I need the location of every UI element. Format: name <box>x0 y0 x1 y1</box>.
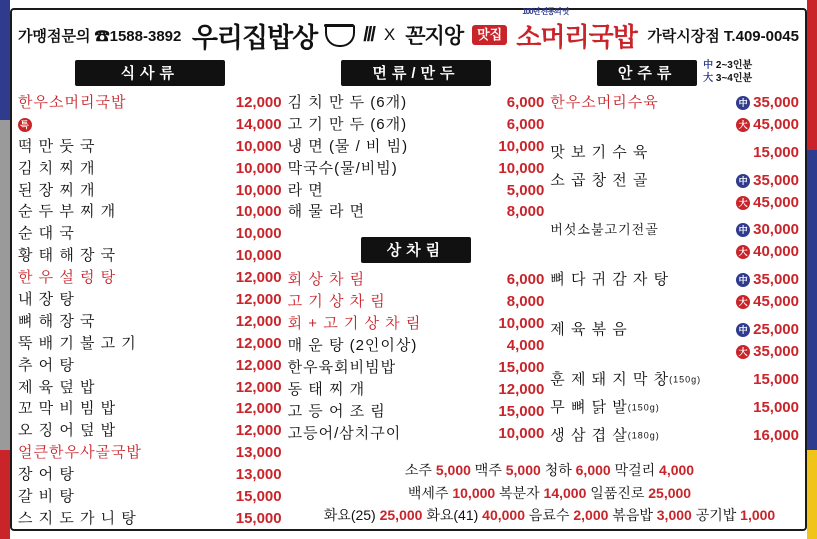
portion-mid-label: 中 <box>703 60 714 71</box>
size-badge-icon: 大 <box>736 118 750 132</box>
menu-item-main-line <box>550 142 799 164</box>
drink-name: 볶음밥 <box>612 507 653 524</box>
menu-item-alt-price-line <box>550 241 799 263</box>
menu-item-name: 얼큰한우사골국밥 <box>18 444 142 462</box>
menu-item-name: 한우소머리수육 <box>550 94 659 111</box>
menu-item-name: 뚝 배 기 불 고 기 <box>18 334 137 352</box>
menu-item-row <box>18 508 282 530</box>
menu-item-name: 생 삼 겹 살(180g) <box>550 426 660 444</box>
menu-item-name: 황 태 해 장 국 <box>18 247 117 265</box>
menu-item-price: 13,000 <box>235 466 282 484</box>
menu-item-price: 13,000 <box>235 444 282 462</box>
menu-item-price: 10,000 <box>235 247 282 265</box>
menu-item-row <box>18 420 282 442</box>
menu-item-price: 10,000 <box>235 181 282 199</box>
brand-tagline: 100년 전통의 맛 <box>522 6 569 16</box>
drink-name: 복분자 <box>499 484 540 501</box>
menu-item-name: 한우소머리국밥 <box>18 94 127 111</box>
menu-item-name: 뼈 해 장 국 <box>18 312 96 330</box>
menu-item-price-group <box>736 319 799 341</box>
size-badge-icon: 특 <box>18 118 32 132</box>
menu-item-price: 35,000 <box>753 271 799 289</box>
drink-name: 화요(25) <box>323 507 376 524</box>
menu-item-row <box>288 114 545 136</box>
menu-item-name: 고 기 상 차 림 <box>287 293 386 311</box>
menu-item-name: 뼈 다 귀 감 자 탕 <box>550 271 670 289</box>
menu-item-price-group <box>736 269 799 291</box>
category-header-meals: 식사류 <box>75 60 225 86</box>
menu-item-name: 해 물 라 면 <box>287 203 366 221</box>
size-badge-icon: 大 <box>736 295 750 309</box>
menu-item-price: 12,000 <box>235 400 282 418</box>
menu-header <box>18 6 799 58</box>
menu-item-name <box>18 114 35 136</box>
drink-name: 소주 <box>404 461 432 478</box>
menu-item-name: 무 뼈 닭 발(150g) <box>550 398 660 416</box>
menu-item-row <box>288 180 545 202</box>
platters-list <box>288 269 545 444</box>
menu-item-name: 제 육 덮 밥 <box>18 378 96 396</box>
category-header-platters: 상차림 <box>361 237 471 263</box>
menu-item-name: 꼬 막 비 빔 밥 <box>18 400 117 418</box>
drink-price: 25,000 <box>644 484 692 501</box>
menu-item-row <box>550 142 799 170</box>
menu-item-main-line <box>550 425 799 447</box>
menu-item-main-line <box>550 397 799 419</box>
size-badge-icon: 大 <box>736 196 750 210</box>
menu-item-price: 8,000 <box>506 203 545 221</box>
menu-item-row <box>550 319 799 369</box>
menu-item-name: 냉 면 (물 / 비 빔) <box>287 137 409 155</box>
drink-price: 6,000 <box>571 461 611 478</box>
menu-item-row <box>18 289 282 311</box>
drink-price: 2,000 <box>569 507 609 524</box>
store-branch-phone: 가락시장점 T.409-0045 <box>647 27 799 45</box>
menu-item-price: 12,000 <box>235 269 282 287</box>
drinks-list <box>300 459 799 527</box>
menu-item-main-line <box>550 369 799 391</box>
size-badge-icon: 大 <box>736 345 750 359</box>
menu-item-price-group <box>736 241 799 263</box>
menu-item-price: 15,000 <box>753 143 799 161</box>
portion-note <box>703 60 752 85</box>
menu-item-row <box>18 398 282 420</box>
menu-item-row <box>18 464 282 486</box>
border-decor-right-bottom <box>807 450 817 539</box>
menu-item-name: 동 태 찌 개 <box>287 380 366 398</box>
menu-item-name: 제 육 볶 음 <box>550 321 628 339</box>
menu-item-row <box>18 333 282 355</box>
menu-item-row <box>550 269 799 319</box>
menu-item-name: 매 운 탕 (2인이상) <box>287 337 418 355</box>
size-badge-icon: 中 <box>736 174 750 188</box>
menu-item-name: 한우육회비빔밥 <box>287 358 397 376</box>
menu-item-main-line <box>550 92 799 114</box>
menu-item-price: 12,000 <box>498 380 545 398</box>
menu-item-price: 10,000 <box>235 137 282 155</box>
size-badge-icon: 中 <box>736 96 750 110</box>
menu-item-price: 16,000 <box>753 426 799 444</box>
brand-name-secondary: 꼰지앙 <box>405 25 464 48</box>
menu-item-name: 장 어 탕 <box>18 466 75 484</box>
drink-price: 5,000 <box>431 461 471 478</box>
menu-item-price-group <box>736 92 799 114</box>
drink-price: 14,000 <box>539 484 587 501</box>
menu-item-row <box>18 486 282 508</box>
menu-item-price: 30,000 <box>753 221 799 239</box>
menu-item-main-line <box>550 319 799 341</box>
menu-item-price-group <box>736 170 799 192</box>
drink-price: 5,000 <box>501 461 541 478</box>
menu-item-main-line <box>550 219 799 241</box>
menu-item-row <box>550 425 799 453</box>
brand-name-primary: 우리집밥상 <box>191 22 318 53</box>
menu-item-row <box>18 245 282 267</box>
drink-price: 3,000 <box>652 507 692 524</box>
menu-columns <box>18 60 799 525</box>
menu-item-row <box>288 335 545 357</box>
menu-item-row <box>288 379 545 401</box>
menu-item-main-line <box>550 269 799 291</box>
menu-item-unit: (150g) <box>669 374 702 385</box>
menu-item-row <box>550 219 799 269</box>
drink-name: 맥주 <box>474 461 502 478</box>
menu-item-price: 35,000 <box>753 94 799 111</box>
menu-item-price: 12,000 <box>235 422 282 440</box>
menu-item-price: 45,000 <box>753 115 799 133</box>
menu-item-row <box>288 423 545 445</box>
border-decor-right-mid <box>807 150 817 450</box>
menu-item-price: 10,000 <box>498 315 545 333</box>
menu-item-name: 떡 만 둣 국 <box>18 137 96 155</box>
drinks-row <box>300 459 799 482</box>
noodles-list <box>288 92 545 223</box>
spacer <box>288 223 545 237</box>
menu-item-price-group <box>736 341 799 363</box>
column-meals <box>18 60 282 525</box>
drink-name: 백세주 <box>407 484 449 501</box>
menu-item-price: 6,000 <box>506 94 545 111</box>
menu-item-price: 12,000 <box>235 94 282 111</box>
menu-item-price-group <box>736 114 799 136</box>
menu-item-row <box>18 201 282 223</box>
menu-item-name: 고 기 만 두 (6개) <box>287 115 408 133</box>
rice-bowl-icon <box>325 25 355 47</box>
drink-price: 1,000 <box>736 507 776 524</box>
menu-item-price: 25,000 <box>753 321 799 339</box>
menu-item-name: 김 치 만 두 (6개) <box>287 94 408 111</box>
franchise-inquiry-phone: 가맹점문의 ☎1588-3892 <box>18 27 182 45</box>
menu-item-price: 15,000 <box>753 398 799 416</box>
menu-item-unit: (180g) <box>627 430 660 441</box>
spacer <box>550 446 799 452</box>
menu-item-price: 45,000 <box>753 193 799 211</box>
menu-item-price: 15,000 <box>753 370 799 388</box>
drinks-row <box>300 504 799 527</box>
border-decor-left-bottom <box>0 450 10 539</box>
menu-item-unit: (150g) <box>627 402 660 413</box>
menu-item-name: 된 장 찌 개 <box>18 181 96 199</box>
category-header-anju: 안주류 <box>597 60 697 86</box>
menu-item-name: 스 지 도 가 니 탕 <box>18 509 137 527</box>
menu-item-row <box>288 136 545 158</box>
menu-item-price-group <box>753 142 799 164</box>
menu-item-row <box>18 114 282 136</box>
menu-item-alt-price-line <box>550 192 799 214</box>
menu-item-price: 10,000 <box>498 159 545 177</box>
menu-item-row <box>288 291 545 313</box>
menu-item-name: 고 등 어 조 림 <box>287 402 386 420</box>
menu-item-row <box>550 92 799 142</box>
menu-item-price-group <box>736 219 799 241</box>
menu-item-row <box>550 369 799 397</box>
menu-item-row <box>18 377 282 399</box>
menu-item-name: 맛 보 기 수 육 <box>550 143 649 161</box>
drink-price: 4,000 <box>655 461 695 478</box>
column-noodles-platters <box>288 60 545 525</box>
menu-item-name: 순 대 국 <box>18 225 75 243</box>
menu-item-main-line <box>550 170 799 192</box>
menu-item-name: 순 두 부 찌 개 <box>18 203 117 221</box>
menu-item-name: 막국수(물/비빔) <box>287 159 398 177</box>
menu-item-price: 5,000 <box>506 181 545 199</box>
drink-name: 음료수 <box>528 507 570 524</box>
drink-price: 40,000 <box>478 507 525 524</box>
menu-item-row <box>288 401 545 423</box>
menu-item-row <box>550 397 799 425</box>
menu-item-name: 훈 제 돼 지 막 창(150g) <box>550 370 702 388</box>
menu-item-price-group <box>753 425 799 447</box>
menu-item-row <box>18 442 282 464</box>
meals-list <box>18 92 282 530</box>
menu-item-name: 추 어 탕 <box>18 356 75 374</box>
menu-item-price-group <box>736 192 799 214</box>
menu-item-name: 라 면 <box>287 181 324 199</box>
drink-price: 25,000 <box>375 507 423 524</box>
menu-item-price-group <box>753 369 799 391</box>
border-decor-left-top <box>0 0 10 120</box>
menu-item-row <box>18 92 282 114</box>
brand-name-tertiary <box>516 6 637 54</box>
menu-item-price: 35,000 <box>753 171 799 189</box>
category-header-noodles: 면류/만두 <box>341 60 491 86</box>
anju-list <box>550 92 799 452</box>
drink-name: 일품진로 <box>590 484 645 501</box>
menu-item-price: 12,000 <box>235 378 282 396</box>
menu-item-row <box>18 355 282 377</box>
menu-item-row <box>550 170 799 220</box>
menu-item-name: 김 치 찌 개 <box>18 159 96 177</box>
menu-item-row <box>288 313 545 335</box>
menu-item-row <box>18 267 282 289</box>
drink-price: 10,000 <box>448 484 496 501</box>
menu-item-row <box>288 92 545 114</box>
menu-item-price: 6,000 <box>506 115 545 133</box>
menu-item-name: 한 우 설 렁 탕 <box>18 269 117 287</box>
menu-item-row <box>18 136 282 158</box>
menu-item-name: 내 장 탕 <box>18 291 75 309</box>
menu-item-name: 소 곱 창 전 골 <box>550 171 649 189</box>
menu-item-price: 14,000 <box>235 115 282 133</box>
size-badge-icon: 大 <box>736 245 750 259</box>
menu-item-price: 10,000 <box>498 424 545 442</box>
menu-item-price: 45,000 <box>753 293 799 311</box>
menu-item-price: 12,000 <box>235 334 282 352</box>
anju-header-group <box>550 60 799 86</box>
menu-item-row <box>18 180 282 202</box>
menu-item-name: 회 상 차 림 <box>287 271 366 289</box>
column-anju <box>550 60 799 525</box>
menu-item-row <box>288 269 545 291</box>
menu-item-row <box>288 357 545 379</box>
menu-item-price-group <box>736 291 799 313</box>
menu-item-price: 6,000 <box>506 271 545 289</box>
menu-item-row <box>288 158 545 180</box>
menu-item-price: 12,000 <box>235 312 282 330</box>
menu-item-price: 8,000 <box>506 293 545 311</box>
menu-item-name: 갈 비 탕 <box>18 488 75 506</box>
menu-item-row <box>288 201 545 223</box>
portion-big-label: 大 <box>703 72 714 84</box>
menu-item-price: 12,000 <box>235 356 282 374</box>
brand-tertiary-text: 소머리국밥 <box>516 21 637 52</box>
menu-item-price-group <box>753 397 799 419</box>
portion-mid-text: 2~3인분 <box>715 60 753 71</box>
border-decor-right-top <box>807 0 817 150</box>
menu-item-name: 오 징 어 덮 밥 <box>18 422 117 440</box>
menu-item-price: 15,000 <box>235 488 282 506</box>
matjip-stamp-icon: 맛집 <box>472 25 507 45</box>
menu-item-price: 40,000 <box>753 243 799 261</box>
size-badge-icon: 中 <box>736 273 750 287</box>
drink-name: 청하 <box>544 461 572 478</box>
menu-item-alt-price-line <box>550 114 799 136</box>
menu-item-price: 15,000 <box>235 509 282 527</box>
menu-item-price: 4,000 <box>506 337 545 355</box>
chopsticks-icon: /// <box>363 23 374 46</box>
size-badge-icon: 中 <box>736 223 750 237</box>
size-badge-icon: 中 <box>736 323 750 337</box>
menu-item-price: 10,000 <box>235 159 282 177</box>
drinks-row <box>300 482 799 505</box>
brand-logo-group <box>191 6 637 55</box>
menu-item-name: 회 + 고 기 상 차 림 <box>287 315 422 333</box>
drink-name: 막걸리 <box>614 461 656 478</box>
menu-item-row <box>18 223 282 245</box>
menu-item-price: 15,000 <box>498 402 545 420</box>
portion-big-text: 3~4인분 <box>715 72 753 84</box>
drink-name: 화요(41) <box>426 507 479 524</box>
menu-item-row <box>18 311 282 333</box>
collab-x-icon: X <box>383 25 396 44</box>
menu-item-row <box>18 158 282 180</box>
menu-item-price: 10,000 <box>498 137 545 155</box>
drink-name: 공기밥 <box>695 507 737 524</box>
menu-item-alt-price-line <box>550 341 799 363</box>
menu-item-name: 고등어/삼치구이 <box>287 424 402 442</box>
menu-item-price: 10,000 <box>235 203 282 221</box>
menu-item-alt-price-line <box>550 291 799 313</box>
menu-item-price: 15,000 <box>498 358 545 376</box>
menu-item-price: 12,000 <box>235 291 282 309</box>
menu-item-price: 35,000 <box>753 342 799 360</box>
menu-item-price: 10,000 <box>235 225 282 243</box>
border-decor-left-mid <box>0 120 10 450</box>
menu-item-name: 버섯소불고기전골 <box>550 222 659 238</box>
